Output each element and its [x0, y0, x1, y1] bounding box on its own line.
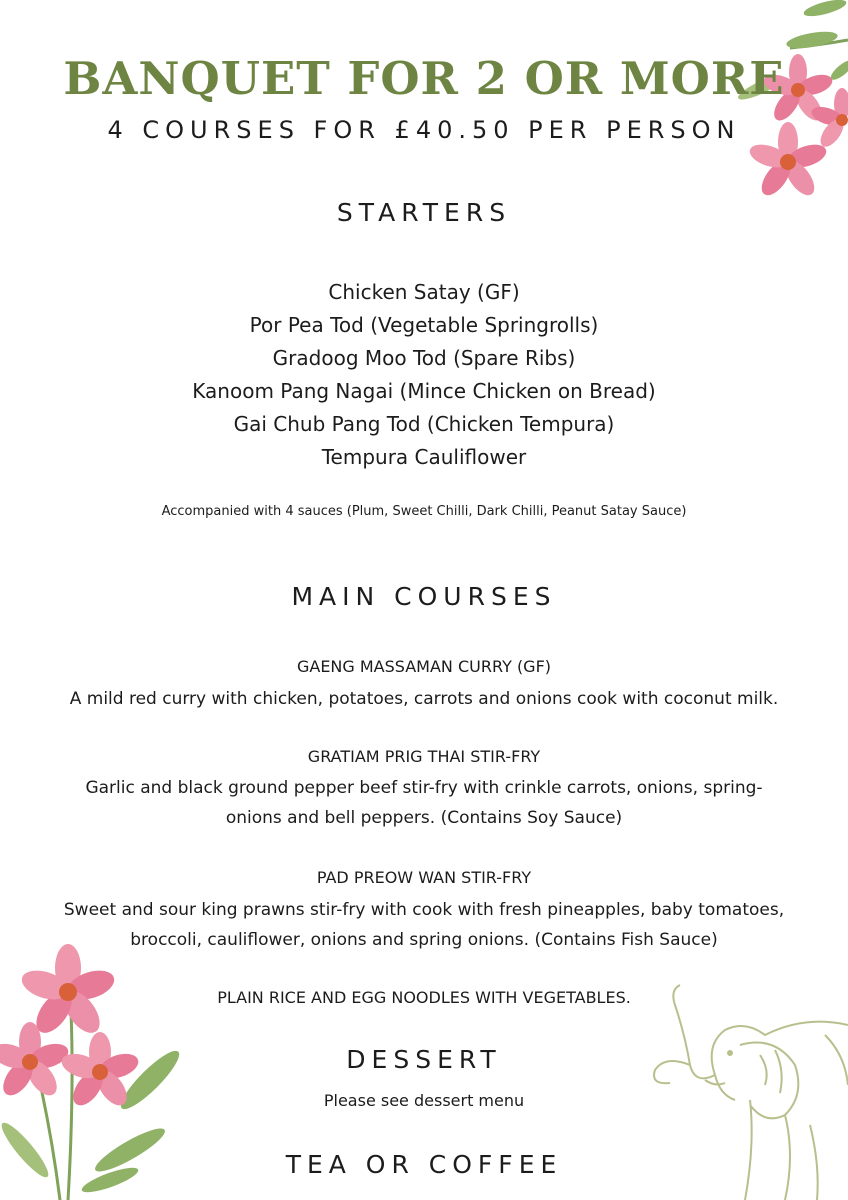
starter-item: Chicken Satay (GF)	[328, 280, 520, 304]
starter-item: Gradoog Moo Tod (Spare Ribs)	[272, 346, 576, 370]
dish-name: GAENG MASSAMAN CURRY (GF)	[296, 657, 552, 676]
main-courses-heading: MAIN COURSES	[291, 582, 557, 611]
dish-name: GRATIAM PRIG THAI STIR-FRY	[307, 747, 541, 766]
drinks-heading: TEA OR COFFEE	[285, 1150, 563, 1179]
dish-description: Sweet and sour king prawns stir-fry with cook with fresh pineapples, baby tomatoes,	[63, 900, 785, 920]
starter-item: Por Pea Tod (Vegetable Springrolls)	[249, 313, 599, 337]
top-orchid-flowers-icon	[730, 0, 848, 215]
dish-name: PAD PREOW WAN STIR-FRY	[316, 868, 532, 887]
sides-text: PLAIN RICE AND EGG NOODLES WITH VEGETABLES.	[217, 988, 631, 1007]
sauces-note: Accompanied with 4 sauces (Plum, Sweet Chilli, Dark Chilli, Peanut Satay Sauce)	[161, 504, 687, 519]
dish-description: Garlic and black ground pepper beef stir-fry with crinkle carrots, onions, spring-	[85, 778, 763, 798]
dish-description: onions and bell peppers. (Contains Soy Sauce)	[225, 808, 623, 828]
menu-subtitle: 4 COURSES FOR £40.50 PER PERSON	[107, 116, 741, 144]
starter-item: Gai Chub Pang Tod (Chicken Tempura)	[233, 412, 615, 436]
dessert-text: Please see dessert menu	[323, 1091, 525, 1110]
dessert-heading: DESSERT	[346, 1045, 502, 1074]
starters-list	[0, 276, 848, 474]
starter-item: Kanoom Pang Nagai (Mince Chicken on Bread)	[192, 379, 656, 403]
dish-description: A mild red curry with chicken, potatoes, carrots and onions cook with coconut milk.	[69, 689, 779, 709]
starters-heading: STARTERS	[336, 198, 512, 227]
menu-title: BANQUET FOR 2 OR MORE	[63, 52, 785, 105]
dish-description: broccoli, cauliflower, onions and spring onions. (Contains Fish Sauce)	[130, 930, 718, 950]
starter-item: Tempura Cauliflower	[321, 445, 527, 469]
